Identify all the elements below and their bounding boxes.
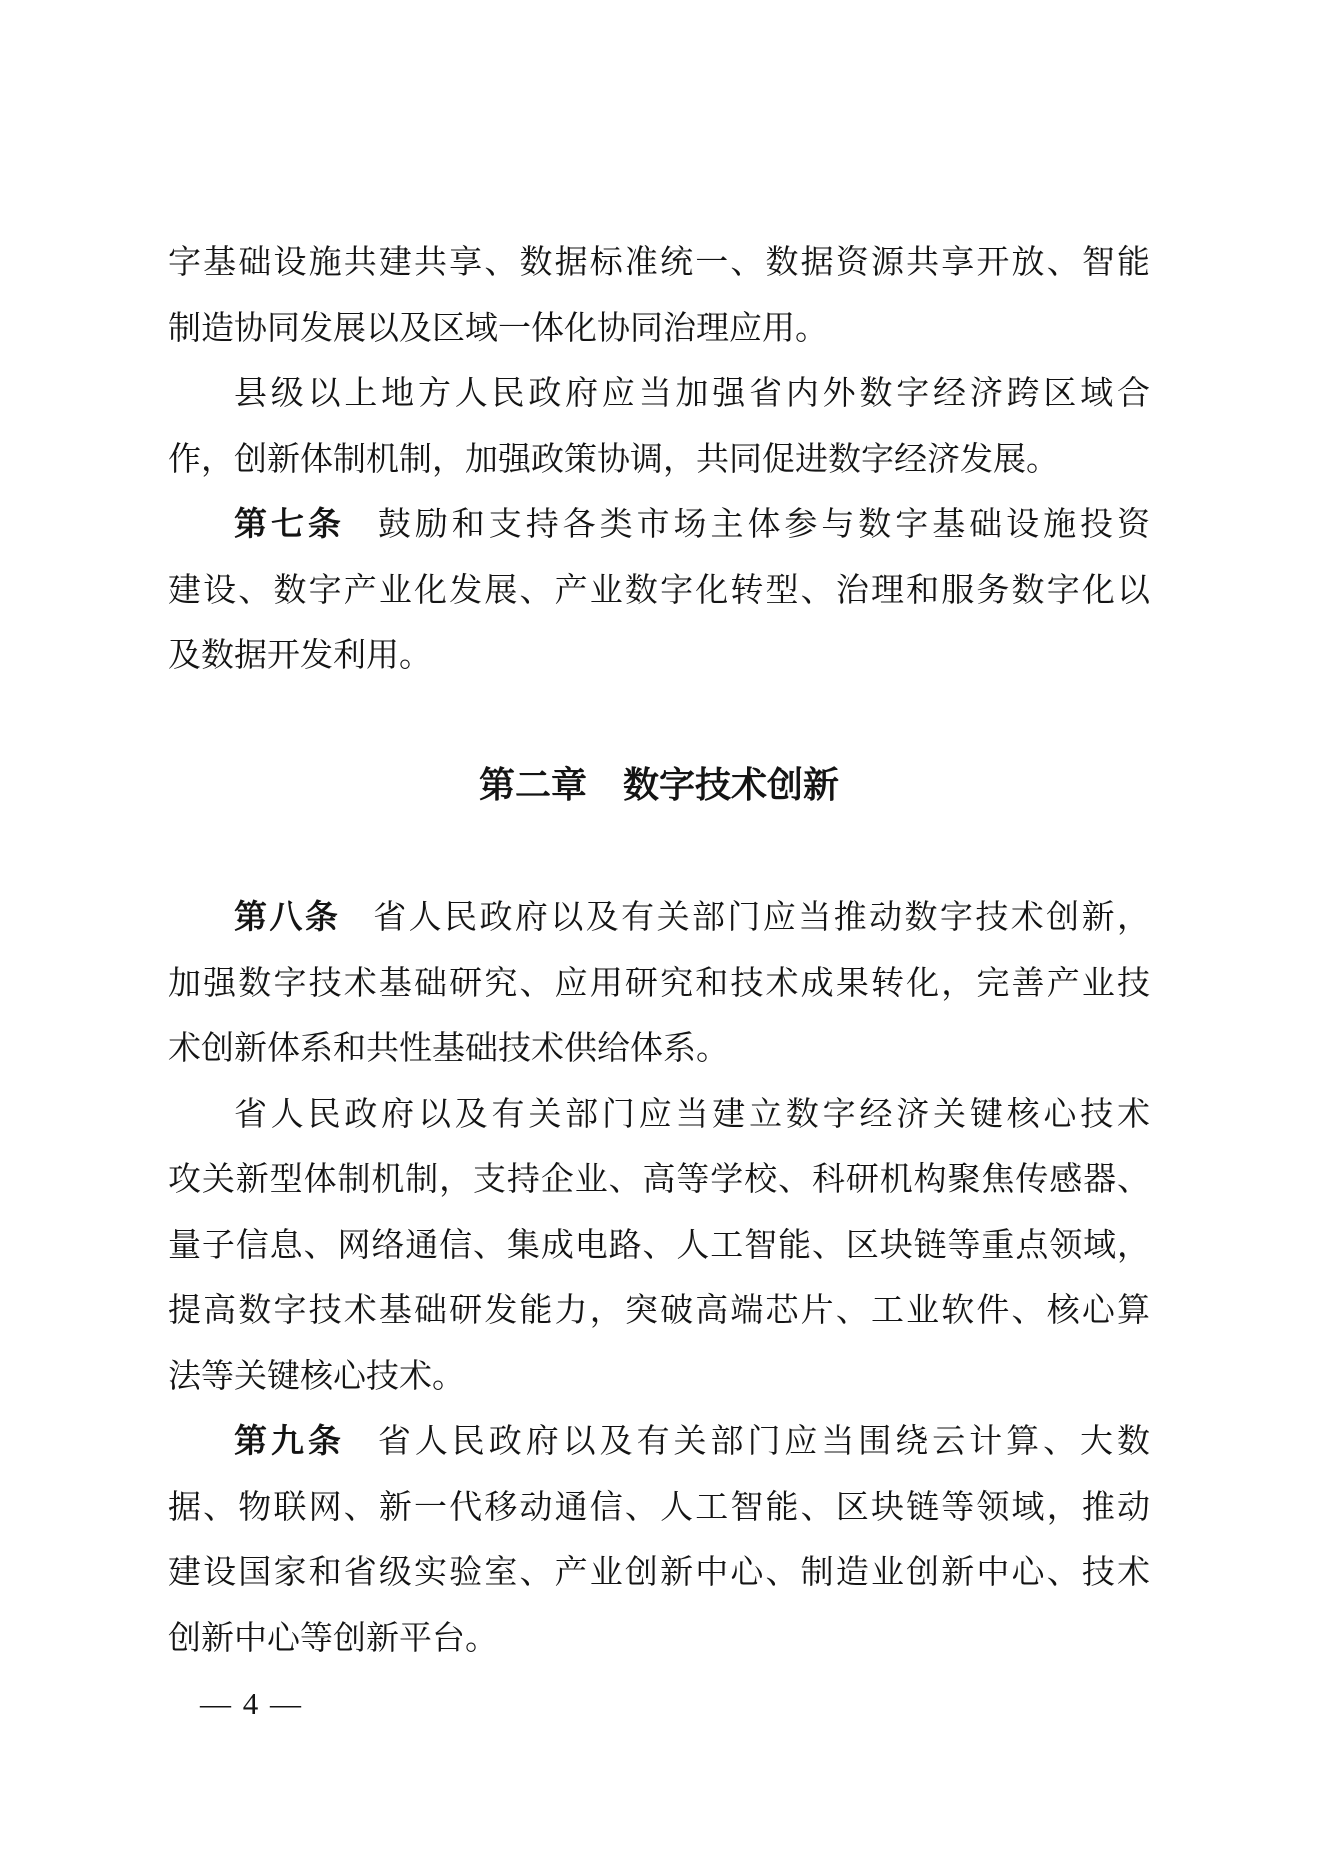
text-line bbox=[168, 1277, 1150, 1343]
line-text: 建设、数字产业化发展、产业数字化转型、治理和服务数字化以 bbox=[168, 569, 1150, 609]
text-line bbox=[168, 426, 1150, 492]
article-number: 第九条 bbox=[234, 1421, 345, 1460]
document-body bbox=[168, 229, 1150, 1670]
text-line bbox=[168, 1081, 1150, 1147]
article-number: 第七条 bbox=[234, 504, 345, 543]
text-line bbox=[168, 1539, 1150, 1605]
line-text: 制造协同发展以及区域一体化协同治理应用。 bbox=[168, 307, 828, 347]
line-text: 省人民政府以及有关部门应当推动数字技术创新， bbox=[373, 897, 1150, 936]
line-text: 创新中心等创新平台。 bbox=[168, 1617, 498, 1657]
line-text: 省人民政府以及有关部门应当建立数字经济关键核心技术 bbox=[234, 1093, 1150, 1133]
line-text: 建设国家和省级实验室、产业创新中心、制造业创新中心、技术 bbox=[168, 1552, 1150, 1591]
text-line bbox=[168, 1146, 1150, 1212]
line-text: 法等关键核心技术。 bbox=[168, 1355, 465, 1395]
line-text: 及数据开发利用。 bbox=[168, 635, 432, 674]
page-number: — 4 — bbox=[200, 1686, 303, 1721]
text-line bbox=[168, 491, 1150, 557]
line-text: 加强数字技术基础研究、应用研究和技术成果转化，完善产业技 bbox=[168, 962, 1150, 1002]
text-line bbox=[168, 1212, 1150, 1278]
text-line bbox=[168, 884, 1150, 950]
chapter-number: 第二章 bbox=[478, 765, 587, 806]
line-text: 量子信息、网络通信、集成电路、人工智能、区块链等重点领域， bbox=[168, 1224, 1150, 1264]
article-number: 第八条 bbox=[234, 897, 341, 936]
text-line bbox=[168, 1343, 1150, 1409]
line-text: 鼓励和支持各类市场主体参与数字基础设施投资 bbox=[377, 504, 1151, 543]
line-text: 提高数字技术基础研发能力，突破高端芯片、工业软件、核心算 bbox=[168, 1290, 1150, 1329]
text-line bbox=[168, 622, 1150, 688]
text-line bbox=[168, 1015, 1150, 1081]
line-text: 术创新体系和共性基础技术供给体系。 bbox=[168, 1028, 729, 1067]
text-line bbox=[168, 1408, 1150, 1474]
text-line bbox=[168, 950, 1150, 1016]
line-text: 字基础设施共建共享、数据标准统一、数据资源共享开放、智能 bbox=[168, 242, 1150, 281]
chapter-heading bbox=[168, 753, 1150, 819]
line-text: 攻关新型体制机制，支持企业、高等学校、科研机构聚焦传感器、 bbox=[168, 1159, 1150, 1198]
line-text: 据、物联网、新一代移动通信、人工智能、区块链等领域，推动 bbox=[168, 1486, 1150, 1526]
text-line bbox=[168, 1474, 1150, 1540]
text-line bbox=[168, 229, 1150, 295]
line-text: 数字技术创新 bbox=[623, 765, 840, 806]
text-line bbox=[168, 1605, 1150, 1671]
text-line bbox=[168, 360, 1150, 426]
line-text: 县级以上地方人民政府应当加强省内外数字经济跨区域合 bbox=[234, 373, 1150, 412]
text-line bbox=[168, 295, 1150, 361]
line-text: 省人民政府以及有关部门应当围绕云计算、大数 bbox=[377, 1421, 1151, 1460]
line-text: 作，创新体制机制，加强政策协调，共同促进数字经济发展。 bbox=[168, 438, 1059, 478]
text-line bbox=[168, 557, 1150, 623]
